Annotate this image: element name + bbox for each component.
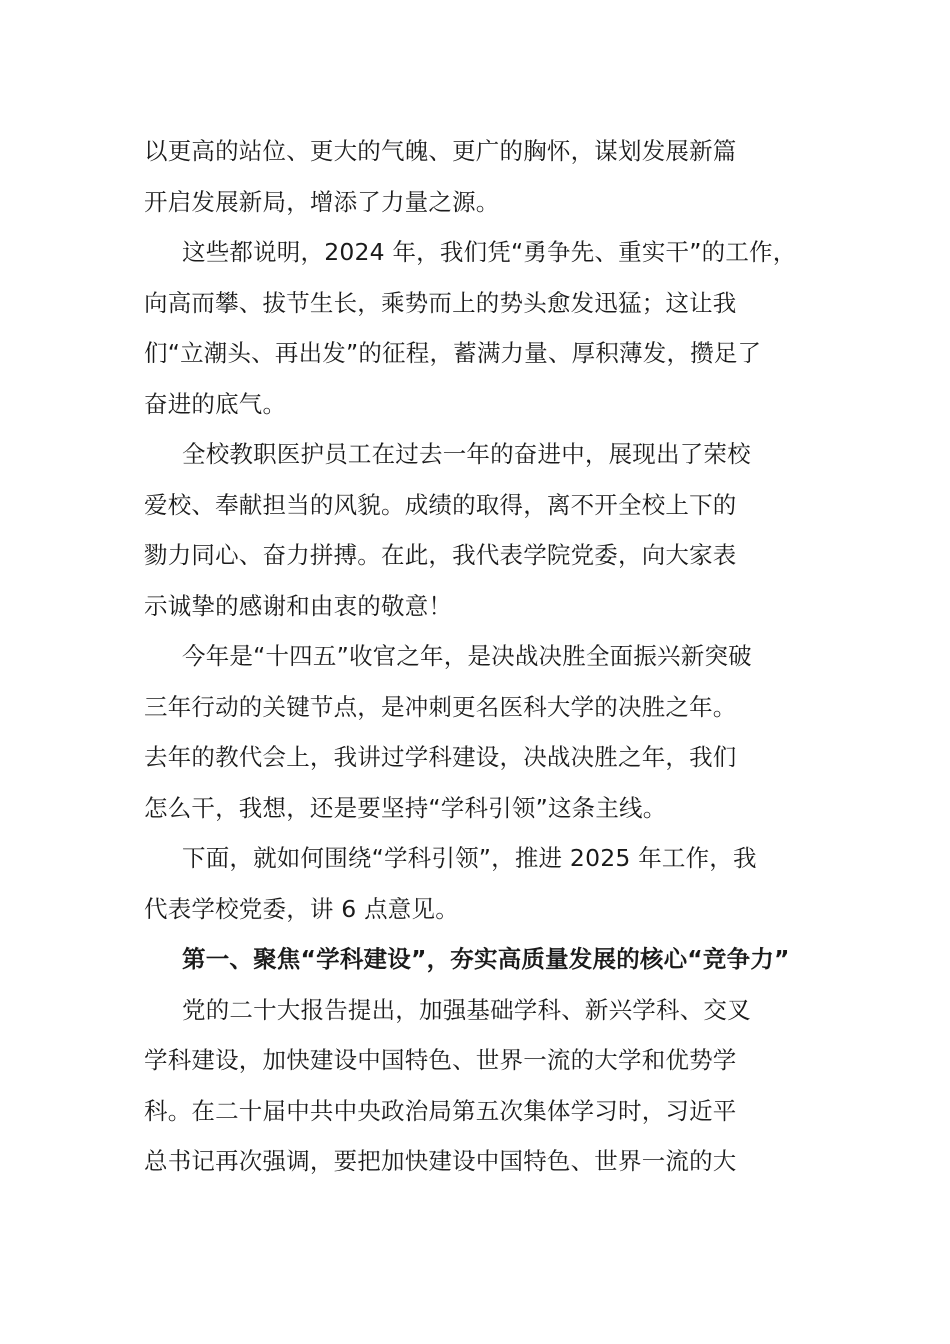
text-line: 向高而攀、拔节生长，乘势而上的势头愈发迅猛；这让我 bbox=[144, 288, 737, 317]
text-line: 奋进的底气。 bbox=[144, 389, 287, 418]
text-line: 们“立潮头、再出发”的征程，蓄满力量、厚积薄发，攒足了 bbox=[144, 339, 762, 367]
paragraph-2024-summary bbox=[144, 227, 824, 429]
text-line: 怎么干，我想，还是要坚持“学科引领”这条主线。 bbox=[144, 793, 667, 822]
paragraph-thanks bbox=[144, 429, 824, 631]
text-line: 爱校、奉献担当的风貌。成绩的取得，离不开全校上下的 bbox=[144, 490, 737, 519]
text-line: 以更高的站位、更大的气魄、更广的胸怀，谋划发展新篇 bbox=[144, 137, 737, 165]
text-line: 开启发展新局，增添了力量之源。 bbox=[144, 187, 500, 216]
text-line: 去年的教代会上，我讲过学科建设，决战决胜之年，我们 bbox=[144, 743, 737, 771]
text-line: 三年行动的关键节点，是冲刺更名医科大学的决胜之年。 bbox=[144, 692, 737, 721]
text-line: 勠力同心、奋力拼搏。在此，我代表学院党委，向大家表 bbox=[144, 541, 737, 569]
text-line: 示诚挚的感谢和由衷的敬意！ bbox=[144, 591, 453, 620]
paragraph-this-year bbox=[144, 631, 824, 833]
text-line: 科。在二十届中共中央政治局第五次集体学习时，习近平 bbox=[144, 1096, 737, 1125]
paragraph-intro-continuation bbox=[144, 126, 824, 227]
text-line: 党的二十大报告提出，加强基础学科、新兴学科、交叉 bbox=[182, 995, 751, 1024]
section-heading-first bbox=[144, 934, 824, 985]
heading-line: 第一、聚焦“学科建设”，夯实高质量发展的核心“竞争力” bbox=[182, 945, 790, 973]
paragraph-six-points bbox=[144, 833, 824, 934]
paragraph-discipline-building bbox=[144, 985, 824, 1187]
text-line: 全校教职医护员工在过去一年的奋进中，展现出了荣校 bbox=[182, 440, 751, 468]
text-line: 下面，就如何围绕“学科引领”，推进 2025 年工作，我 bbox=[182, 844, 757, 872]
text-line: 这些都说明，2024 年，我们凭“勇争先、重实干”的工作， bbox=[182, 238, 797, 266]
text-line: 代表学校党委，讲 6 点意见。 bbox=[144, 894, 459, 923]
text-line: 总书记再次强调，要把加快建设中国特色、世界一流的大 bbox=[144, 1147, 737, 1175]
document-body bbox=[144, 126, 824, 1187]
text-line: 学科建设，加快建设中国特色、世界一流的大学和优势学 bbox=[144, 1046, 737, 1074]
text-line: 今年是“十四五”收官之年，是决战决胜全面振兴新突破 bbox=[182, 642, 752, 670]
